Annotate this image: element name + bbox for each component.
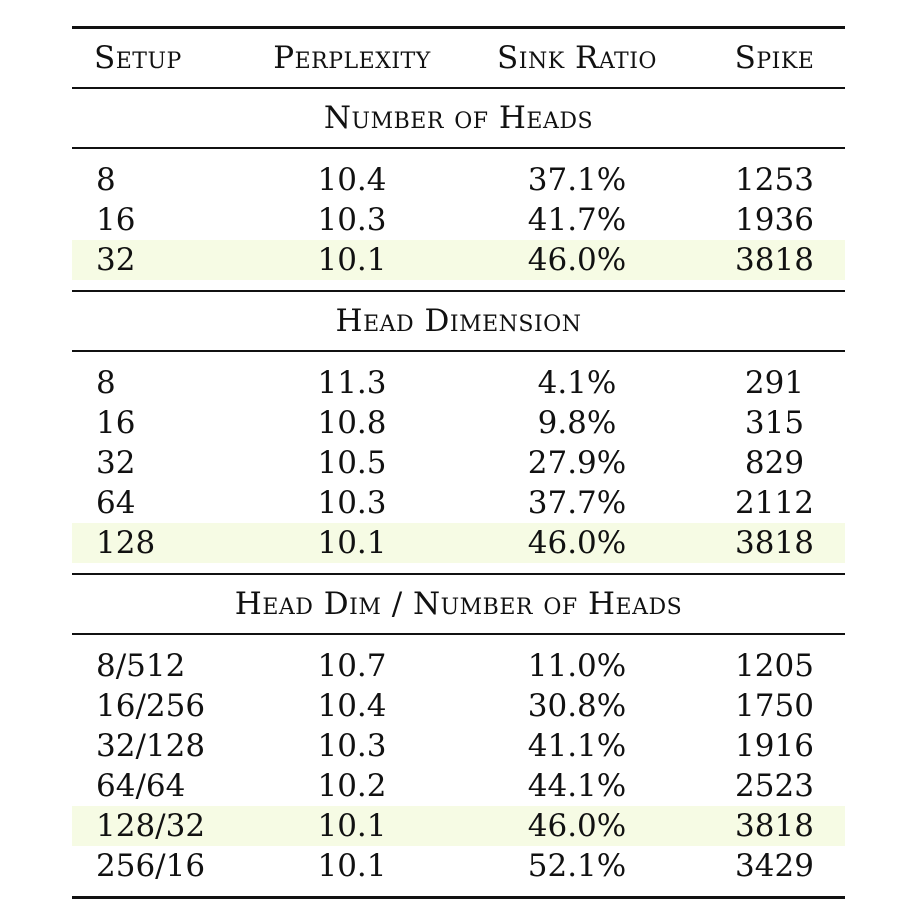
- table-row-highlighted: [72, 240, 845, 280]
- header-row: [72, 29, 845, 87]
- spike-cell: 315: [744, 405, 805, 441]
- sink-ratio-cell: 46.0%: [527, 808, 627, 844]
- section-title-head-dim-per-heads: Head Dim / Number of Heads: [234, 586, 683, 622]
- spike-cell: 1936: [735, 202, 814, 238]
- table-row: [72, 200, 845, 240]
- sink-ratio-cell: 41.1%: [527, 728, 627, 764]
- sink-ratio-cell: 46.0%: [527, 242, 627, 278]
- sink-ratio-cell: 9.8%: [537, 405, 617, 441]
- section-body-head-dim-per-heads: [72, 646, 845, 886]
- header-setup: Setup: [94, 40, 182, 76]
- table-row-highlighted: [72, 806, 845, 846]
- spike-cell: 2112: [735, 485, 814, 521]
- spike-cell: 2523: [735, 768, 814, 804]
- table-row: [72, 160, 845, 200]
- sink-ratio-cell: 27.9%: [527, 445, 627, 481]
- header-spike: Spike: [734, 40, 815, 76]
- spike-cell: 1205: [735, 648, 814, 684]
- sink-ratio-cell: 4.1%: [537, 365, 617, 401]
- setup-cell: 8: [96, 365, 116, 401]
- perplexity-cell: 10.3: [317, 485, 387, 521]
- setup-cell: 64: [96, 485, 136, 521]
- sink-ratio-cell: 46.0%: [527, 525, 627, 561]
- section-body-number-of-heads: [72, 160, 845, 280]
- perplexity-cell: 10.1: [317, 848, 387, 884]
- setup-cell: 16: [96, 405, 136, 441]
- spike-cell: 291: [744, 365, 805, 401]
- table-row: [72, 766, 845, 806]
- table-row: [72, 726, 845, 766]
- perplexity-cell: 10.3: [317, 728, 387, 764]
- perplexity-cell: 10.1: [317, 808, 387, 844]
- setup-cell: 128/32: [96, 808, 206, 844]
- setup-cell: 32/128: [96, 728, 206, 764]
- perplexity-cell: 10.2: [317, 768, 387, 804]
- header-perplexity: Perplexity: [273, 40, 431, 76]
- setup-cell: 8/512: [96, 648, 186, 684]
- sink-ratio-cell: 37.7%: [527, 485, 627, 521]
- spike-cell: 829: [744, 445, 805, 481]
- spike-cell: 3429: [735, 848, 814, 884]
- section-title-number-of-heads: Number of Heads: [323, 100, 594, 136]
- spike-cell: 1253: [735, 162, 814, 198]
- perplexity-cell: 10.8: [317, 405, 387, 441]
- spike-cell: 3818: [735, 808, 814, 844]
- section-body-head-dimension: [72, 363, 845, 563]
- spike-cell: 3818: [735, 525, 814, 561]
- setup-cell: 32: [96, 242, 136, 278]
- setup-cell: 256/16: [96, 848, 206, 884]
- table-row: [72, 646, 845, 686]
- perplexity-cell: 11.3: [317, 365, 387, 401]
- setup-cell: 64/64: [96, 768, 186, 804]
- sink-ratio-cell: 44.1%: [527, 768, 627, 804]
- table-row: [72, 403, 845, 443]
- perplexity-cell: 10.7: [317, 648, 387, 684]
- setup-cell: 8: [96, 162, 116, 198]
- perplexity-cell: 10.4: [317, 688, 387, 724]
- perplexity-cell: 10.3: [317, 202, 387, 238]
- perplexity-cell: 10.5: [317, 445, 387, 481]
- setup-cell: 16/256: [96, 688, 206, 724]
- results-table: [72, 26, 845, 899]
- sink-ratio-cell: 37.1%: [527, 162, 627, 198]
- table-row: [72, 686, 845, 726]
- perplexity-cell: 10.1: [317, 242, 387, 278]
- setup-cell: 128: [96, 525, 156, 561]
- sink-ratio-cell: 41.7%: [527, 202, 627, 238]
- spike-cell: 1750: [735, 688, 814, 724]
- spike-cell: 3818: [735, 242, 814, 278]
- setup-cell: 16: [96, 202, 136, 238]
- sink-ratio-cell: 11.0%: [527, 648, 627, 684]
- table-row-highlighted: [72, 523, 845, 563]
- table-row: [72, 846, 845, 886]
- perplexity-cell: 10.4: [317, 162, 387, 198]
- header-sink-ratio: Sink Ratio: [497, 40, 657, 76]
- bottom-rule: [72, 896, 845, 899]
- perplexity-cell: 10.1: [317, 525, 387, 561]
- table-row: [72, 443, 845, 483]
- spike-cell: 1916: [735, 728, 814, 764]
- table-row: [72, 363, 845, 403]
- sink-ratio-cell: 30.8%: [527, 688, 627, 724]
- setup-cell: 32: [96, 445, 136, 481]
- section-title-head-dimension: Head Dimension: [335, 303, 582, 339]
- sink-ratio-cell: 52.1%: [527, 848, 627, 884]
- table-row: [72, 483, 845, 523]
